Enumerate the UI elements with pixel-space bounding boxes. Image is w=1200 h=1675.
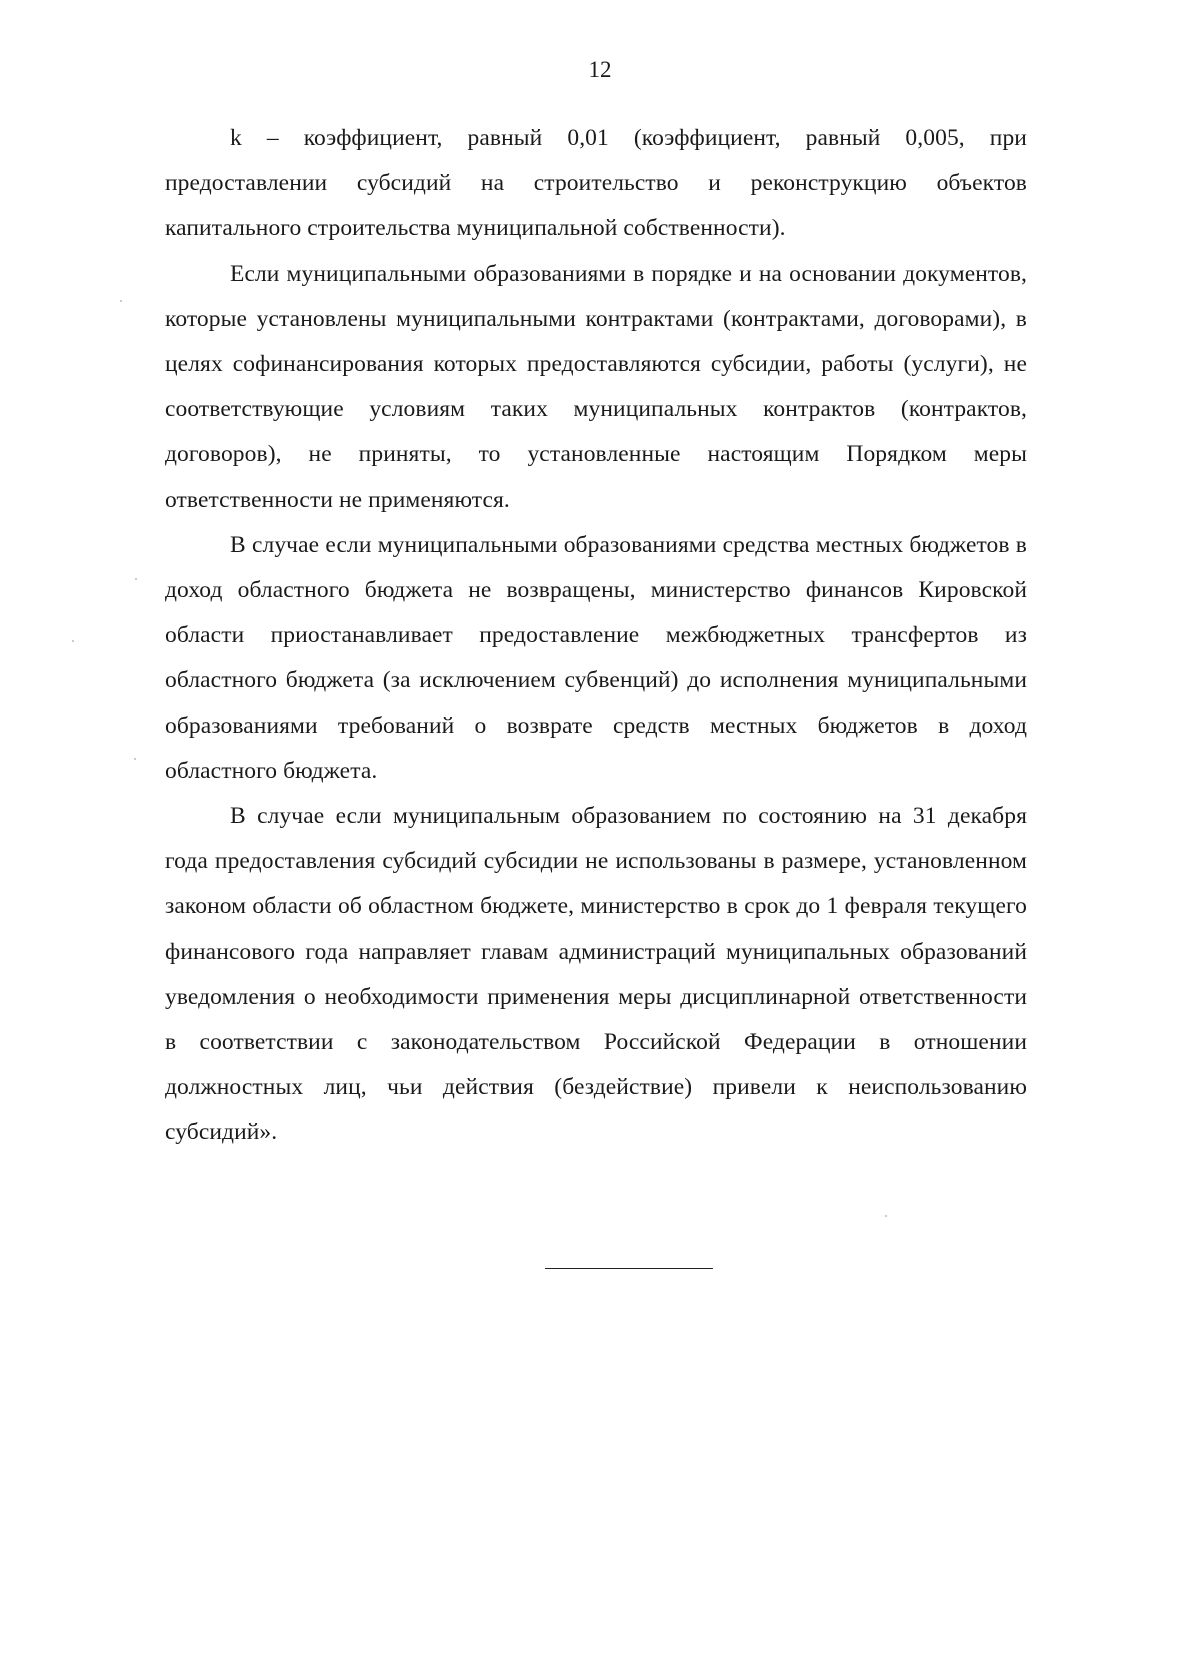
paragraph-budget-return: В случае если муниципальными образованиями средства местных бюджетов в доход областного бюджета не возвращены, министерство финансов Кировской области приостанавливает предоставление межбюджетных трансфертов из областного бюджета (за исключением субвенций) до исполнения муниципальными образованиями требований о возврате средств местных бюджетов в доход областного бюджета. [165,531,1027,784]
paragraph-coefficient: k – коэффициент, равный 0,01 (коэффициент, равный 0,005, при предоставлении субсидий на строительство и реконструкцию объектов капитального строительства муниципальной собственности). [165,125,1027,242]
page-number: 12 [588,57,612,82]
paragraph-unused-subsidies: В случае если муниципальным образованием по состоянию на 31 декабря года предоставления субсидий субсидии не использованы в размере, установленном законом области об областном бюджете, министерство в срок до 1 февраля текущего финансового года направляет главам администраций муниципальных образований уведомления о необходимости применения меры дисциплинарной ответственности в соответствии с законодательством Российской Федерации в отношении должностных лиц, чьи действия (бездействие) привели к неиспользованию субсидий». [165,803,1027,1146]
end-divider [545,1268,713,1269]
scan-speck [120,300,122,302]
scan-speck [135,578,137,580]
paragraph-contracts: Если муниципальными образованиями в порядке и на основании документов, которые установлены муниципальными контрактами (контрактами, договорами), в целях софинансирования которых предоставляются субсидии, работы (услуги), не соответствующие условиям таких муниципальных контрактов (контрактов, договоров), не приняты, то установленные настоящим Порядком меры ответственности не применяются. [165,260,1027,513]
document-body [165,116,1027,1156]
scan-speck [134,758,136,760]
scan-speck [72,640,74,642]
scan-speck [885,1215,887,1217]
